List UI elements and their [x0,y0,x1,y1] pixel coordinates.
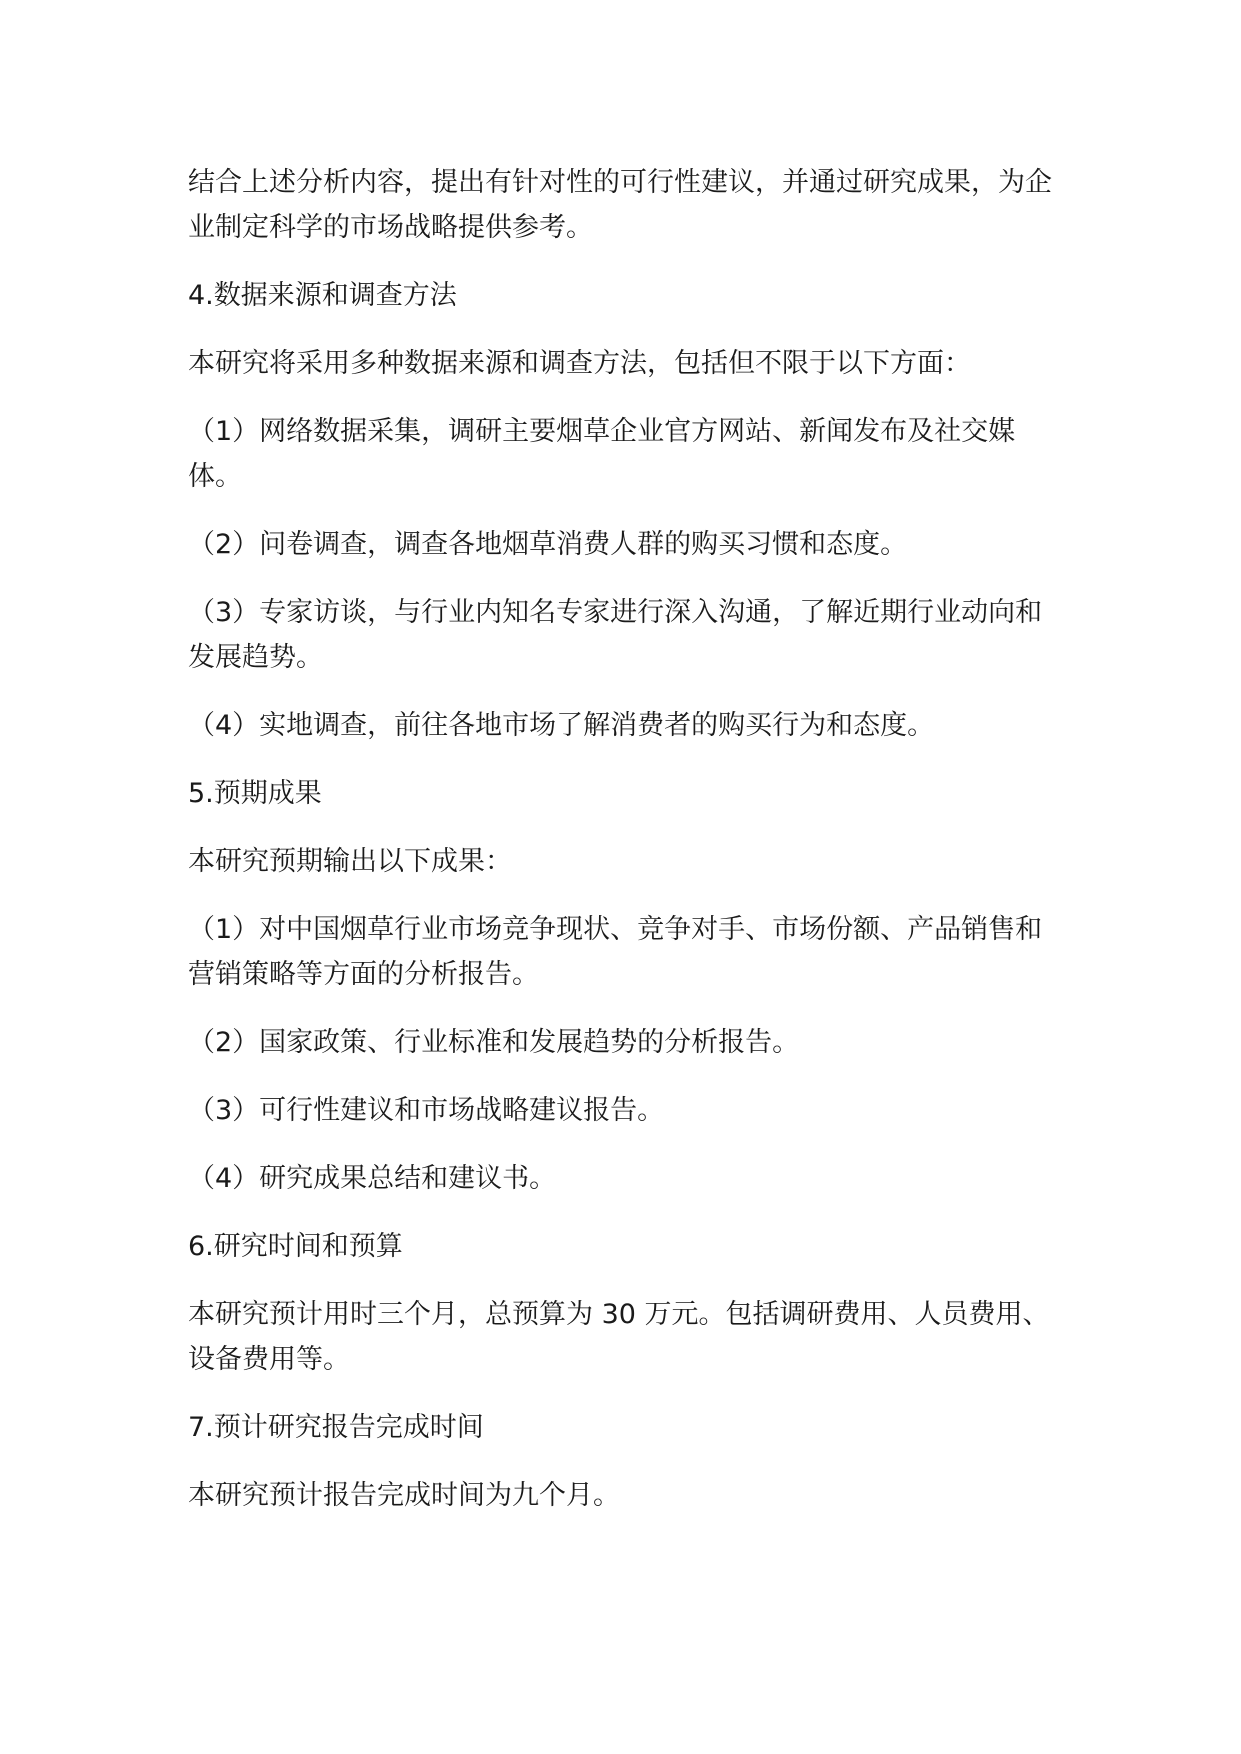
list-item-policy-report: （2）国家政策、行业标准和发展趋势的分析报告。 [188,1027,800,1058]
paragraph-completion-time: 本研究预计报告完成时间为九个月。 [188,1480,620,1511]
list-item-field-survey: （4）实地调查，前往各地市场了解消费者的购买行为和态度。 [188,710,935,741]
list-item-questionnaire: （2）问卷调查，调查各地烟草消费人群的购买习惯和态度。 [188,529,908,560]
paragraph-expected-results-intro: 本研究预期输出以下成果： [188,846,512,877]
list-item-expert-interview: （3）专家访谈，与行业内知名专家进行深入沟通，了解近期行业动向和发展趋势。 [188,597,1043,673]
paragraph-data-sources-intro: 本研究将采用多种数据来源和调查方法，包括但不限于以下方面： [188,348,971,379]
list-item-strategy-report: （3）可行性建议和市场战略建议报告。 [188,1095,665,1126]
section-heading-completion-time: 7.预计研究报告完成时间 [188,1412,484,1443]
list-item-web-data: （1）网络数据采集，调研主要烟草企业官方网站、新闻发布及社交媒体。 [188,416,1016,492]
list-item-market-analysis-report: （1）对中国烟草行业市场竞争现状、竞争对手、市场份额、产品销售和营销策略等方面的分析报告。 [188,914,1043,990]
section-heading-expected-results: 5.预期成果 [188,778,322,809]
paragraph-intro-conclusion: 结合上述分析内容，提出有针对性的可行性建议，并通过研究成果，为企业制定科学的市场战略提供参考。 [188,167,1052,243]
paragraph-time-budget: 本研究预计用时三个月，总预算为 30 万元。包括调研费用、人员费用、设备费用等。 [188,1299,1050,1375]
list-item-summary-report: （4）研究成果总结和建议书。 [188,1163,557,1194]
document-body [188,160,1068,1541]
section-heading-data-sources: 4.数据来源和调查方法 [188,280,457,311]
section-heading-time-budget: 6.研究时间和预算 [188,1231,403,1262]
